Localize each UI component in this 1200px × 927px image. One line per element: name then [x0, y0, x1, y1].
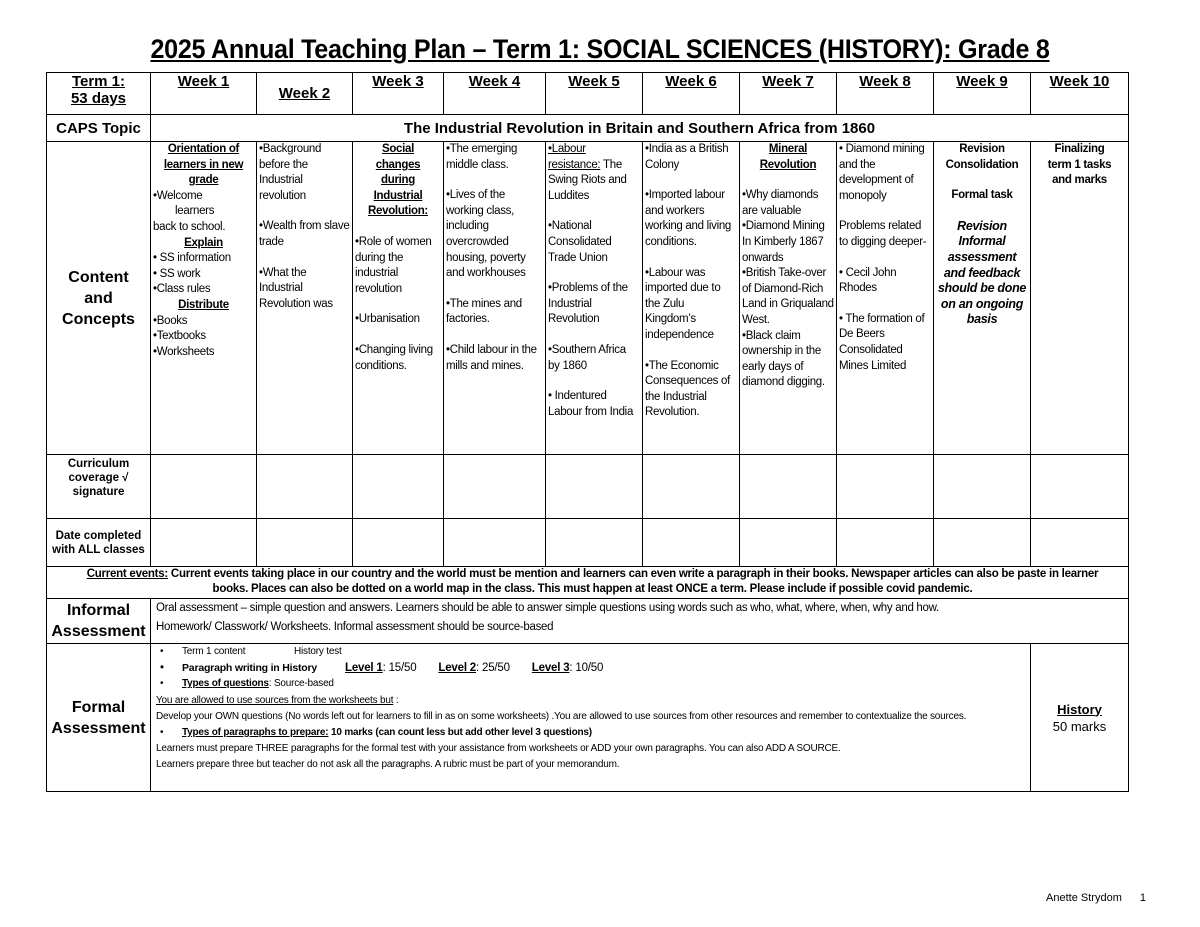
week-8-header: Week 8 — [837, 73, 934, 115]
week-5-header: Week 5 — [546, 73, 643, 115]
week-1-header: Week 1 — [151, 73, 257, 115]
w9-consolidation: Consolidation — [945, 158, 1019, 171]
w4-item: •Child labour in the mills and mines. — [446, 343, 537, 372]
date-cell[interactable] — [151, 519, 257, 567]
w10-finalizing: Finalizing term 1 tasks and marks — [1047, 143, 1112, 187]
week-3-header: Week 3 — [353, 73, 444, 115]
w7-item: •Diamond Mining In Kimberly 1867 onwards — [742, 220, 825, 264]
level-3-value: : 10/50 — [569, 662, 604, 675]
w2-item: •What the Industrial Revolution was — [259, 266, 333, 310]
w5-item: The Swing Riots and Luddites — [548, 158, 627, 202]
formal-line: • Types of questions: Source-based — [160, 678, 334, 690]
week-10-content — [1031, 142, 1129, 455]
w8-item: Problems related to digging deeper- — [839, 220, 927, 248]
current-events-cell — [47, 567, 1129, 599]
w3-item: •Urbanisation — [355, 313, 420, 326]
types-of-paragraphs-label: Types of paragraphs to prepare: — [182, 727, 329, 739]
w6-item: •Labour was imported due to the Zulu Kingdom’s independence — [645, 266, 721, 341]
coverage-cell[interactable] — [837, 455, 934, 519]
caps-label: CAPS Topic — [47, 115, 151, 142]
formal-line: Learners prepare three but teacher do not ask all the paragraphs. A rubric must be part of your memorandum. — [156, 759, 620, 771]
w4-item: •The mines and factories. — [446, 297, 522, 326]
formal-line: • Term 1 content History test — [156, 644, 1028, 660]
w1-item: •Worksheets — [153, 345, 215, 358]
formal-content — [151, 644, 1031, 792]
w1-heading-explain: Explain — [184, 236, 223, 249]
types-of-questions-value: : Source-based — [268, 678, 334, 690]
caps-topic: The Industrial Revolution in Britain and Southern Africa from 1860 — [151, 115, 1129, 142]
types-of-questions-label: Types of questions — [182, 678, 269, 690]
week-2-header: Week 2 — [257, 73, 353, 115]
w8-item: • Diamond mining and the development of monopoly — [839, 143, 925, 202]
week-4-header: Week 4 — [444, 73, 546, 115]
week-6-header: Week 6 — [643, 73, 740, 115]
w1-heading-orientation: Orientation of learners in new grade — [163, 143, 244, 187]
date-completed-row — [47, 519, 1129, 567]
w2-item: •Background before the Industrial revolution — [259, 143, 322, 202]
w1-heading-distribute: Distribute — [178, 298, 229, 311]
coverage-row — [47, 455, 1129, 519]
level-3-label: Level 3 — [531, 662, 570, 675]
level-1-value: : 15/50 — [382, 662, 417, 675]
w2-item: •Wealth from slave trade — [259, 220, 350, 248]
caps-row — [47, 115, 1129, 142]
term-label: Term 1: — [71, 73, 126, 90]
formal-row — [47, 644, 1129, 792]
informal-row — [47, 599, 1129, 644]
content-row — [47, 142, 1129, 455]
week-5-content — [546, 142, 643, 455]
w7-heading: Mineral Revolution — [759, 143, 817, 171]
types-of-paragraphs-value: 10 marks (can count less but add other level 3 questions) — [328, 727, 592, 739]
history-marks: 50 marks — [1052, 718, 1107, 734]
date-completed-label: Date completed with ALL classes — [47, 519, 151, 567]
header-row — [47, 73, 1129, 115]
w5-item: • Indentured Labour from India — [548, 390, 634, 418]
level-2-value: : 25/50 — [476, 662, 510, 675]
date-cell[interactable] — [740, 519, 837, 567]
w5-item: •Southern Africa by 1860 — [548, 343, 626, 372]
coverage-cell[interactable] — [353, 455, 444, 519]
w1-item: •Class rules — [153, 283, 211, 296]
page-footer — [1028, 892, 1146, 904]
content-label-text: Content and Concepts — [62, 268, 135, 328]
w1-item: back to school. — [153, 220, 226, 233]
coverage-cell[interactable] — [1031, 455, 1129, 519]
coverage-cell[interactable] — [444, 455, 546, 519]
w5-labour-resistance: •Labour resistance: — [548, 143, 601, 171]
w8-item: • Cecil John Rhodes — [839, 266, 897, 295]
informal-content — [151, 599, 1129, 644]
w3-heading: Social changes during Industrial Revolution: — [368, 143, 428, 218]
w6-item: •Imported labour and workers working and living conditions. — [645, 189, 732, 248]
formal-line: Develop your OWN questions (No words left out for learners to fill in as on some worksheets) .You are allowed to use sources from other resources and remember to contextualize the sources. — [156, 710, 967, 722]
w4-item: •The emerging middle class. — [446, 143, 518, 171]
week-10-header: Week 10 — [1031, 73, 1129, 115]
w6-item: •The Economic Consequences of the Industrial Revolution. — [645, 359, 731, 419]
w7-item: •Black claim ownership in the early days of diamond digging. — [742, 329, 825, 389]
footer-author: Anette Strydom — [1046, 892, 1122, 904]
date-cell[interactable] — [444, 519, 546, 567]
week-6-content — [643, 142, 740, 455]
level-2-label: Level 2 — [438, 662, 477, 675]
content-label — [47, 142, 151, 455]
date-cell[interactable] — [934, 519, 1031, 567]
w1-item: •Welcome — [153, 189, 203, 202]
coverage-cell[interactable] — [257, 455, 353, 519]
formal-line — [156, 693, 1028, 709]
teaching-plan-table — [46, 72, 1129, 792]
informal-line: Homework/ Classwork/ Worksheets. Informal assessment should be source-based — [156, 621, 554, 633]
w5-item: •Problems of the Industrial Revolution — [548, 282, 628, 326]
history-test-text: History test — [294, 646, 342, 657]
w1-item: •Books — [153, 314, 188, 327]
date-cell[interactable] — [1031, 519, 1129, 567]
coverage-cell[interactable] — [643, 455, 740, 519]
w6-item: •India as a British Colony — [645, 143, 729, 171]
w1-item: • SS information — [153, 252, 231, 265]
week-1-content — [151, 142, 257, 455]
w5-item: •National Consolidated Trade Union — [548, 220, 612, 264]
coverage-cell[interactable] — [934, 455, 1031, 519]
page-title: 2025 Annual Teaching Plan – Term 1: SOCIAL SCIENCES (HISTORY): Grade 8 — [150, 34, 1050, 64]
term-header — [47, 73, 151, 115]
week-7-header: Week 7 — [740, 73, 837, 115]
paragraph-writing-text: Paragraph writing in History — [182, 662, 318, 675]
week-9-content — [934, 142, 1031, 455]
current-events-label: Current events: — [86, 568, 168, 580]
w3-item: •Changing living conditions. — [355, 343, 433, 372]
w9-revision: Revision — [959, 143, 1005, 155]
w8-item: • The formation of De Beers Consolidated Mines Limited — [839, 312, 925, 372]
term-days: 53 days — [70, 90, 127, 107]
week-2-content — [257, 142, 353, 455]
week-9-header: Week 9 — [934, 73, 1031, 115]
formal-label: Formal Assessment — [47, 644, 151, 792]
sources-note: You are allowed to use sources from the worksheets but — [156, 694, 394, 706]
date-cell[interactable] — [353, 519, 444, 567]
current-events-row — [47, 567, 1129, 599]
history-marks-cell — [1031, 644, 1129, 792]
w1-item: • SS work — [153, 267, 201, 280]
footer-page-number: 1 — [1139, 892, 1146, 904]
w7-item: •Why diamonds are valuable — [742, 189, 819, 217]
current-events-text: Current events taking place in our country and the world must be mention and learners can even write a paragraph in their books. Newspaper articles can also be paste in learner books. Places can also be dotted on a world map in the class. This must happen at least ONCE a term. Please include if possible covid pandemic. — [167, 568, 1099, 595]
level-1-label: Level 1 — [345, 662, 383, 675]
informal-label: Informal Assessment — [47, 599, 151, 644]
w9-informal-note: Revision Informal assessment and feedback should be done on an ongoing basis — [937, 218, 1027, 327]
date-cell[interactable] — [546, 519, 643, 567]
coverage-cell[interactable] — [151, 455, 257, 519]
coverage-cell[interactable] — [740, 455, 837, 519]
date-cell[interactable] — [643, 519, 740, 567]
w4-item: •Lives of the working class, including overcrowded housing, poverty and workhouses — [446, 189, 526, 280]
w7-item: •British Take-over of Diamond-Rich Land in Griqualand West. — [742, 267, 834, 326]
coverage-cell[interactable] — [546, 455, 643, 519]
w1-item: •Textbooks — [153, 330, 206, 343]
week-4-content — [444, 142, 546, 455]
w1-item: learners — [175, 205, 215, 218]
formal-line: Learners must prepare THREE paragraphs for the formal test with your assistance from worksheets or ADD your own paragraphs. You can also ADD A SOURCE. — [156, 743, 841, 755]
w3-item: •Role of women during the industrial revolution — [355, 235, 432, 295]
formal-line: • Types of paragraphs to prepare: 10 marks (can count less but add other level 3 questions) — [160, 727, 592, 739]
week-7-content — [740, 142, 837, 455]
formal-line: • Paragraph writing in History Level 1: 15/50 Level 2: 25/50 Level 3: 10/50 — [160, 662, 604, 675]
date-cell[interactable] — [257, 519, 353, 567]
sources-note-colon: : — [393, 694, 399, 706]
week-8-content — [837, 142, 934, 455]
week-3-content — [353, 142, 444, 455]
coverage-label: Curriculum coverage √ signature — [47, 455, 151, 519]
w9-formal-task: Formal task — [951, 189, 1013, 202]
term-content-text: Term 1 content — [182, 646, 246, 657]
history-label: History — [1057, 701, 1102, 717]
informal-line: Oral assessment – simple question and answers. Learners should be able to answer simple questions using words such as who, what, where, when, why and how. — [156, 602, 939, 614]
date-cell[interactable] — [837, 519, 934, 567]
